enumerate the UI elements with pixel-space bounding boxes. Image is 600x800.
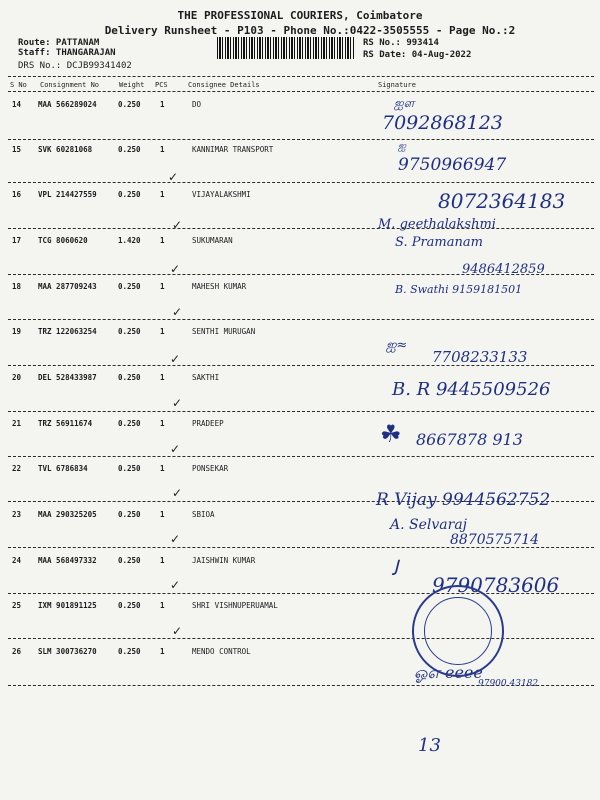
row-pcs: 1 xyxy=(160,145,165,154)
table-row xyxy=(0,236,600,256)
check-mark-icon: ✓ xyxy=(168,170,179,184)
signature-row-16-name: M. geethalakshmi xyxy=(378,217,496,232)
row-consignment: MAA 566289024 xyxy=(38,100,97,109)
row-sno: 18 xyxy=(12,282,22,291)
signature-row-14: 7092868123 xyxy=(382,112,503,134)
row-weight: 0.250 xyxy=(118,190,141,199)
staff-label: Staff: THANGARAJAN xyxy=(18,48,116,58)
check-mark-icon: ✓ xyxy=(172,396,183,410)
check-mark-icon: ✓ xyxy=(172,486,183,500)
row-pcs: 1 xyxy=(160,282,165,291)
row-sno: 14 xyxy=(12,100,22,109)
row-consignee: JAISHWIN KUMAR xyxy=(192,556,256,565)
row-sno: 22 xyxy=(12,464,22,473)
row-consignee: SAKTHI xyxy=(192,373,220,382)
company-title: THE PROFESSIONAL COURIERS, Coimbatore xyxy=(177,9,423,22)
signature-row-16: 8072364183 xyxy=(438,189,566,213)
check-mark-icon: ✓ xyxy=(170,442,181,456)
check-mark-icon: ✓ xyxy=(170,578,181,592)
row-weight: 0.250 xyxy=(118,373,141,382)
signature-scribble: ஐ≈ xyxy=(386,338,408,353)
table-row xyxy=(0,464,600,484)
row-divider xyxy=(8,139,594,140)
check-mark-icon: ✓ xyxy=(170,352,181,366)
row-weight: 0.250 xyxy=(118,510,141,519)
row-divider xyxy=(8,638,594,639)
row-consignment: VPL 214427559 xyxy=(38,190,97,199)
row-consignee: VIJAYALAKSHMI xyxy=(192,190,251,199)
row-consignee: SHRI VISHNUPERUAMAL xyxy=(192,601,278,610)
row-consignee: SUKUMARAN xyxy=(192,236,233,245)
row-divider xyxy=(8,228,594,229)
row-pcs: 1 xyxy=(160,373,165,382)
signature-scribble: ஓஎ eeee xyxy=(414,663,483,682)
row-pcs: 1 xyxy=(160,601,165,610)
row-weight: 0.250 xyxy=(118,100,141,109)
table-row xyxy=(0,510,600,530)
signature-row-20: B. R 9445509526 xyxy=(392,379,551,400)
row-consignment: TRZ 56911674 xyxy=(38,419,93,428)
row-weight: 0.250 xyxy=(118,327,141,336)
row-weight: 0.250 xyxy=(118,601,141,610)
row-sno: 15 xyxy=(12,145,22,154)
signature-row-23-phone: 8870575714 xyxy=(450,532,540,548)
row-consignee: SENTHI MURUGAN xyxy=(192,327,256,336)
table-row xyxy=(0,647,600,667)
signature-row-17: S. Pramanam xyxy=(395,235,483,250)
signature-scribble: ஐௗ xyxy=(394,96,415,110)
signature-row-18: B. Swathi 9159181501 xyxy=(395,283,523,296)
signature-row-23: A. Selvaraj xyxy=(390,517,467,533)
rs-date: RS Date: 04-Aug-2022 xyxy=(363,50,472,60)
row-consignee: PONSEKAR xyxy=(192,464,229,473)
col-signature: Signature xyxy=(378,81,416,89)
signature-scribble: ஐ xyxy=(398,141,407,152)
runsheet-title: Delivery Runsheet - P103 - Phone No.:0422-3505555 - Page No.:2 xyxy=(104,24,516,37)
check-mark-icon: ✓ xyxy=(172,624,183,638)
row-consignment: TRZ 122063254 xyxy=(38,327,97,336)
col-weight: Weight xyxy=(119,81,145,89)
row-divider xyxy=(8,411,594,412)
row-weight: 0.250 xyxy=(118,282,141,291)
table-row xyxy=(0,100,600,120)
table-row xyxy=(0,145,600,165)
row-divider xyxy=(8,319,594,320)
row-pcs: 1 xyxy=(160,556,165,565)
row-consignee: SBIOA xyxy=(192,510,215,519)
rs-number: RS No.: 993414 xyxy=(363,38,439,48)
header-divider-bottom xyxy=(8,91,594,92)
row-sno: 24 xyxy=(12,556,22,565)
check-mark-icon: ✓ xyxy=(170,532,181,546)
signature-row-24: 9790783606 xyxy=(432,573,560,597)
route-label: Route: PATTANAM xyxy=(18,38,100,48)
row-weight: 0.250 xyxy=(118,419,141,428)
row-consignment: IXM 901891125 xyxy=(38,601,97,610)
row-sno: 26 xyxy=(12,647,22,656)
row-pcs: 1 xyxy=(160,236,165,245)
row-consignment: DEL 528433987 xyxy=(38,373,97,382)
row-consignee: DO xyxy=(192,100,202,109)
row-sno: 23 xyxy=(12,510,22,519)
row-pcs: 1 xyxy=(160,190,165,199)
row-consignment: MAA 290325205 xyxy=(38,510,97,519)
row-consignment: TCG 8060620 xyxy=(38,236,88,245)
signature-row-21: 8667878 913 xyxy=(416,430,523,449)
signature-row-22: R Vijay 9944562752 xyxy=(376,490,551,510)
col-pcs: PCS xyxy=(155,81,168,89)
col-consignee: Consignee Details xyxy=(188,81,260,89)
signature-row-17-phone: 9486412859 xyxy=(462,262,545,277)
table-row xyxy=(0,327,600,347)
page-number-mark: 13 xyxy=(418,735,441,756)
row-sno: 17 xyxy=(12,236,22,245)
company-stamp-seal xyxy=(412,585,504,677)
signature-row-15: 9750966947 xyxy=(398,155,507,175)
row-weight: 0.250 xyxy=(118,647,141,656)
row-weight: 0.250 xyxy=(118,464,141,473)
row-consignee: MENDO CONTROL xyxy=(192,647,251,656)
row-divider xyxy=(8,182,594,183)
row-consignment: SVK 60281068 xyxy=(38,145,93,154)
row-pcs: 1 xyxy=(160,419,165,428)
row-consignment: TVL 6786834 xyxy=(38,464,88,473)
row-pcs: 1 xyxy=(160,100,165,109)
signature-scribble: ﻟ xyxy=(392,556,399,580)
row-pcs: 1 xyxy=(160,327,165,336)
col-sno: S No xyxy=(10,81,27,89)
signature-scribble: ☘ xyxy=(380,420,402,448)
drs-number: DRS No.: DCJB99341402 xyxy=(18,61,132,71)
row-pcs: 1 xyxy=(160,464,165,473)
row-pcs: 1 xyxy=(160,647,165,656)
row-consignee: PRADEEP xyxy=(192,419,224,428)
signature-row-19: 7708233133 xyxy=(432,348,528,366)
header-divider-top xyxy=(8,76,594,77)
row-consignment: SLM 300736270 xyxy=(38,647,97,656)
row-weight: 0.250 xyxy=(118,145,141,154)
row-sno: 16 xyxy=(12,190,22,199)
row-pcs: 1 xyxy=(160,510,165,519)
row-sno: 21 xyxy=(12,419,22,428)
check-mark-icon: ✓ xyxy=(170,262,181,276)
row-consignment: MAA 287709243 xyxy=(38,282,97,291)
row-consignee: KANNIMAR TRANSPORT xyxy=(192,145,274,154)
check-mark-icon: ✓ xyxy=(172,305,183,319)
row-sno: 19 xyxy=(12,327,22,336)
row-weight: 1.420 xyxy=(118,236,141,245)
row-weight: 0.250 xyxy=(118,556,141,565)
row-divider xyxy=(8,456,594,457)
col-consignment: Consignment No xyxy=(40,81,100,89)
table-row xyxy=(0,601,600,621)
row-sno: 20 xyxy=(12,373,22,382)
row-sno: 25 xyxy=(12,601,22,610)
signature-row-26: 97900 43182 xyxy=(478,679,539,689)
row-consignment: MAA 568497332 xyxy=(38,556,97,565)
barcode xyxy=(217,37,355,59)
row-consignee: MAHESH KUMAR xyxy=(192,282,247,291)
check-mark-icon: ✓ xyxy=(172,218,183,232)
